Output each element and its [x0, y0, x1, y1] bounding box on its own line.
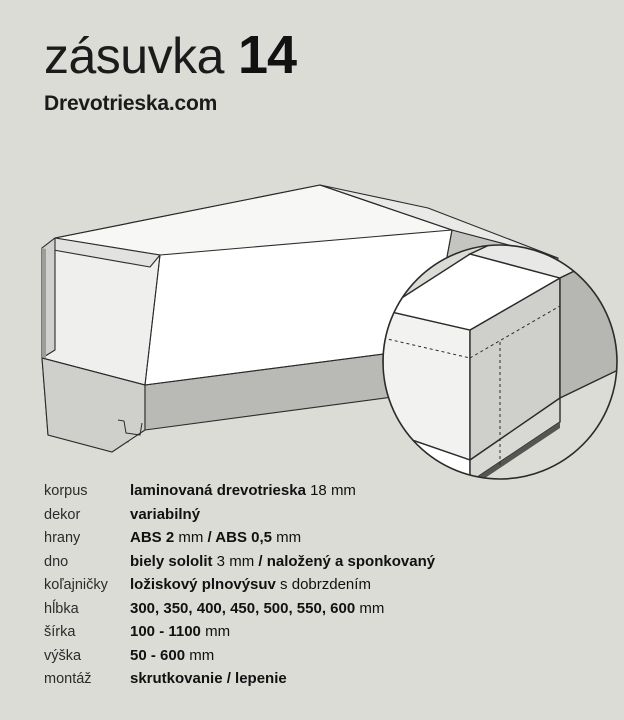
spec-row-hlbka [44, 600, 589, 624]
site-subtitle: Drevotrieska.com [44, 92, 218, 115]
spec-row-montaz [44, 670, 589, 694]
spec-row-dekor [44, 506, 589, 530]
title-number: 14 [237, 25, 297, 85]
spec-value [130, 576, 371, 593]
spec-label: hĺ́bka [44, 600, 79, 617]
spec-value-bold: biely sololit [130, 552, 213, 570]
spec-value-bold: variabilný [130, 505, 201, 523]
spec-value [130, 482, 356, 499]
title-block [44, 25, 564, 116]
spec-value-bold: 300, 350, 400, 450, 500, 550, 600 [130, 599, 356, 617]
spec-label: montáž [44, 671, 92, 687]
spec-value-bold: ABS 2 [130, 529, 175, 546]
spec-value-bold: 50 - 600 [130, 646, 186, 664]
spec-row-korpus [44, 482, 589, 506]
spec-row-dno [44, 553, 589, 577]
spec-label: dekor [44, 506, 81, 523]
spec-value-rest: mm [185, 646, 215, 664]
spec-value-rest: mm [355, 599, 385, 617]
spec-label: výška [44, 647, 82, 664]
spec-value [130, 506, 200, 523]
spec-row-kolajnicky [44, 576, 589, 600]
drawer-isometric-diagram [0, 130, 624, 490]
spec-label: korpus [44, 483, 88, 499]
spec-value [130, 600, 384, 617]
spec-value [130, 553, 435, 570]
spec-value-rest-2: mm [271, 529, 302, 546]
spec-label: koľajničky [44, 577, 108, 593]
spec-value-bold-2: / ABS 0,5 [207, 529, 272, 546]
spec-table [44, 482, 589, 694]
spec-value-bold: laminovaná drevotrieska [130, 482, 306, 499]
spec-value [130, 529, 301, 546]
spec-row-hrany [44, 529, 589, 553]
spec-value [130, 623, 230, 640]
spec-label: šírka [44, 624, 76, 640]
spec-row-sirka [44, 623, 589, 647]
spec-value-bold: ložiskový plnovýsuv [130, 576, 276, 593]
spec-value-bold-2: / naložený a sponkovaný [258, 552, 436, 570]
title-word: zásuvka [44, 28, 224, 84]
spec-value [130, 670, 287, 687]
spec-value [130, 647, 214, 664]
spec-value-rest: 3 mm [212, 552, 259, 570]
spec-row-vyska [44, 647, 589, 671]
spec-value-bold: skrutkovanie / lepenie [130, 670, 287, 687]
spec-value-rest: 18 mm [305, 482, 356, 499]
spec-value-rest: mm [174, 529, 208, 546]
spec-label: hrany [44, 530, 81, 546]
spec-label: dno [44, 553, 69, 570]
spec-value-rest: mm [200, 623, 231, 640]
spec-value-rest: s dobrzdením [275, 576, 371, 593]
page-title [44, 25, 564, 85]
spec-value-bold: 100 - 1100 [130, 623, 201, 640]
